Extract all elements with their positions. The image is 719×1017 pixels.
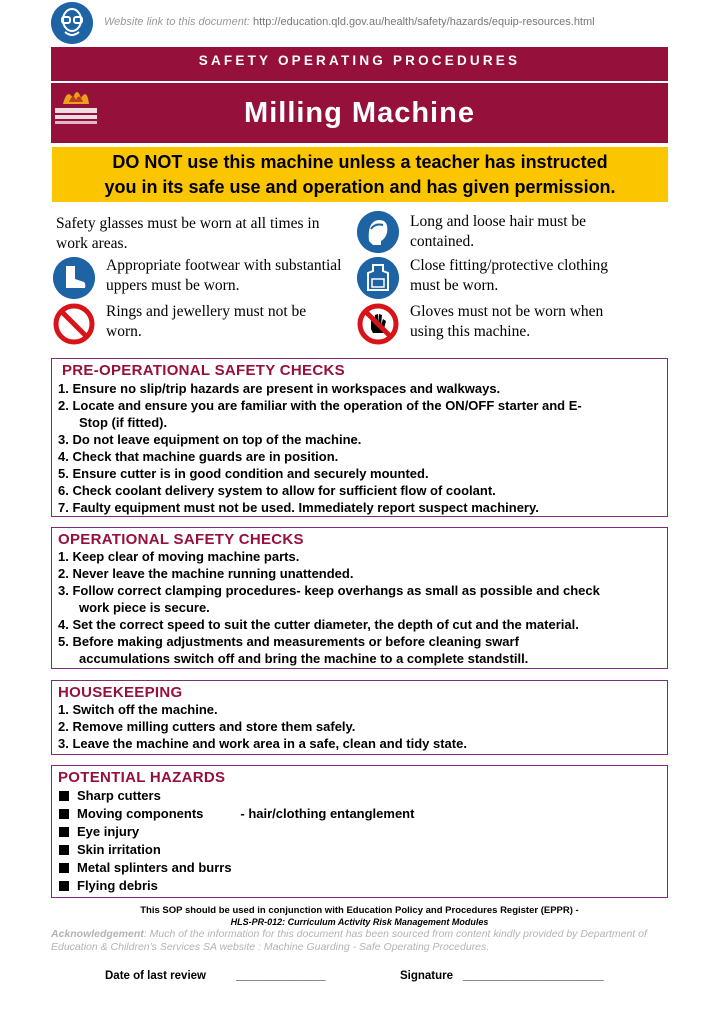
housekeeping-heading: HOUSEKEEPING (58, 684, 183, 701)
list-item: Skin irritation (52, 841, 667, 859)
list-item: Metal splinters and burrs (52, 859, 667, 877)
list-item: 1. Switch off the machine. (58, 702, 218, 717)
bullet-square-icon (59, 827, 69, 837)
list-item: 3. Do not leave equipment on top of the machine. (58, 432, 362, 447)
bullet-square-icon (59, 863, 69, 873)
list-item: Sharp cutters (52, 787, 667, 805)
protective-clothing-icon (357, 257, 399, 299)
hazards-list (52, 787, 667, 895)
list-item: 2. Never leave the machine running unattended. (58, 566, 354, 581)
acknowledgement-label: Acknowledgement (51, 928, 144, 940)
operational-list (52, 548, 667, 667)
bullet-square-icon (59, 791, 69, 801)
bullet-square-icon (59, 845, 69, 855)
operational-section (51, 527, 668, 669)
pre-operational-section (51, 358, 668, 517)
hazards-section (51, 765, 668, 898)
bullet-square-icon (59, 809, 69, 819)
warning-line2: you in its safe use and operation and has given permission. (104, 177, 616, 197)
list-item: 3. Follow correct clamping procedures- keep overhangs as small as possible and check (58, 583, 600, 598)
warning-lead: DO NOT (112, 152, 183, 172)
acknowledgement (51, 928, 671, 954)
safety-boot-icon (53, 257, 95, 299)
list-item: Stop (if fitted). (79, 415, 168, 430)
long-hair-icon (357, 211, 399, 253)
hazards-heading: POTENTIAL HAZARDS (58, 769, 226, 786)
clothing-text: Close fitting/protective clothing must be worn. (410, 257, 609, 294)
hazard-note: - hair/clothing entanglement (240, 806, 415, 821)
list-item: 7. Faulty equipment must not be used. Immediately report suspect machinery. (58, 500, 539, 515)
list-item: 5. Before making adjustments and measurements or before cleaning swarf (58, 634, 519, 649)
list-item: Eye injury (52, 823, 667, 841)
warning-banner (52, 147, 668, 202)
list-item: 4. Set the correct speed to suit the cutter diameter, the depth of cut and the material. (58, 617, 579, 632)
signature-field[interactable]: ______________________ (463, 970, 604, 982)
housekeeping-list (52, 701, 667, 752)
bullet-square-icon (59, 881, 69, 891)
signature-label: Signature (400, 970, 454, 982)
list-item: 4. Check that machine guards are in position. (58, 449, 339, 464)
page-title: Milling Machine (244, 97, 475, 129)
sop-band (51, 47, 668, 81)
acknowledgement-text: : Much of the information for this document has been sourced from content kindly provided by Department of Education & Children's Services SA website : Machine Guarding - Safe Operating Procedures. (51, 928, 647, 953)
review-date-field[interactable]: ______________ (236, 970, 326, 982)
list-item: Flying debris (52, 877, 667, 895)
sop-band-title: SAFETY OPERATING PROCEDURES (198, 53, 521, 68)
list-item: 2. Locate and ensure you are familiar with the operation of the ON/OFF starter and E- (58, 398, 582, 413)
warning-line1: use this machine unless a teacher has instructed (182, 152, 608, 172)
safety-glasses-header-icon (51, 2, 93, 44)
pre-operational-heading: PRE-OPERATIONAL SAFETY CHECKS (62, 362, 345, 379)
module-note: HLS-PR-012: Curriculum Activity Risk Management Modules (230, 917, 489, 927)
footwear-text: Appropriate footwear with substantial uppers must be worn. (106, 257, 342, 294)
list-item: 6. Check coolant delivery system to allow for sufficient flow of coolant. (58, 483, 496, 498)
website-link[interactable]: Website link to this document: http://education.qld.gov.au/health/safety/hazards/equip-resources.html (104, 16, 595, 28)
gloves-text: Gloves must not be worn when using this machine. (410, 303, 604, 340)
list-item: Moving components - hair/clothing entanglement (52, 805, 667, 823)
long-hair-text: Long and loose hair must be contained. (410, 213, 587, 250)
operational-heading: OPERATIONAL SAFETY CHECKS (58, 531, 304, 548)
list-item: 2. Remove milling cutters and store them safely. (58, 719, 356, 734)
eppr-note: This SOP should be used in conjunction with Education Policy and Procedures Register (EPPR) - (140, 905, 579, 916)
housekeeping-section (51, 680, 668, 755)
list-item: accumulations switch off and bring the machine to a complete standstill. (79, 651, 529, 666)
list-item: 5. Ensure cutter is in good condition and securely mounted. (58, 466, 429, 481)
list-item: 1. Keep clear of moving machine parts. (58, 549, 300, 564)
no-jewellery-icon (53, 303, 95, 345)
list-item: work piece is secure. (79, 600, 210, 615)
rings-text: Rings and jewellery must not be worn. (106, 303, 307, 340)
list-item: 3. Leave the machine and work area in a safe, clean and tidy state. (58, 736, 467, 751)
safety-glasses-text: Safety glasses must be worn at all times in work areas. (56, 215, 320, 252)
review-date-label: Date of last review (105, 970, 206, 982)
pre-operational-list (52, 379, 667, 516)
list-item: 1. Ensure no slip/trip hazards are present in workspaces and walkways. (58, 381, 501, 396)
no-gloves-icon (357, 303, 399, 345)
